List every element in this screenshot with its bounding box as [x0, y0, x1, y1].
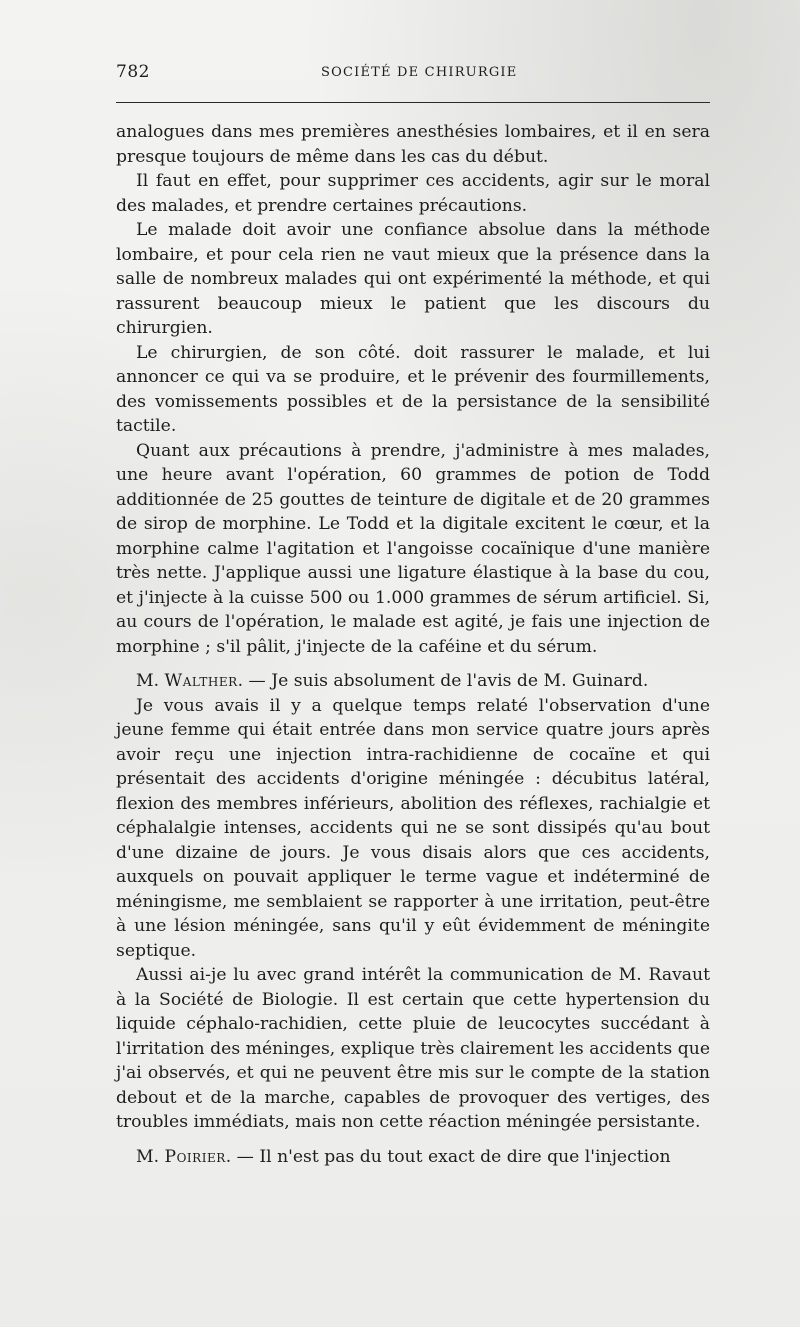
paragraph: Il faut en effet, pour supprimer ces accidents, agir sur le moral des malades, et prendre certaines précautions.	[116, 171, 710, 216]
paragraph: analogues dans mes premières anesthésies lombaires, et il en sera presque toujours de même dans les cas du début.	[116, 122, 710, 167]
journal-title: SOCIÉTÉ DE CHIRURGIE	[321, 65, 518, 80]
paragraph: Aussi ai-je lu avec grand intérêt la communication de M. Ravaut à la Société de Biologie. Il est certain que cette hypertension du liquide céphalo-rachidien, cette pluie de leucocytes succédant à l'irritation des méninges, explique très clairement les accidents que j'ai observés, et qui ne peuvent être mis sur le compte de la station debout et de la marche, capables de provoquer des vertiges, des troubles immédiats, mais non cette réaction méningée persistante.	[116, 965, 710, 1132]
paragraph: Le chirurgien, de son côté. doit rassurer le malade, et lui annoncer ce qui va se produire, et le prévenir des fourmillements, des vomissements possibles et de la persistance de la sensibilité tactile.	[116, 342, 710, 436]
speaker-statement: . — Il n'est pas du tout exact de dire que l'injection	[225, 1146, 671, 1167]
paragraph: Le malade doit avoir une confiance absolue dans la méthode lombaire, et pour cela rien ne vaut mieux que la présence dans la salle de nombreux malades qui ont expérimenté la méthode, et qui rassurent beaucoup mieux le patient que les discours du chirurgien.	[116, 220, 710, 338]
speaker-name: Walther	[164, 671, 238, 691]
speaker-prefix: M.	[136, 671, 160, 691]
header-rule	[116, 102, 710, 103]
paragraph: Quant aux précautions à prendre, j'administre à mes malades, une heure avant l'opération, 60 grammes de potion de Todd additionnée de 25 gouttes de teinture de digitale et de 20 grammes de sirop de morphine. Le Todd et la digitale excitent le cœur, et la morphine calme l'agitation et l'angoisse cocaïnique d'une manière très nette. J'applique aussi une ligature élastique à la base du cou, et j'injecte à la cuisse 500 ou 1.000 grammes de sérum artificiel. Si, au cours de l'opération, le malade est agité, je fais une injection de morphine ; s'il pâlit, j'injecte de la caféine et du sérum.	[116, 440, 710, 657]
speaker-name: Poirier	[164, 1146, 226, 1167]
speaker-paragraph-walther	[116, 669, 710, 694]
body-text	[116, 120, 710, 1169]
paragraph: Je vous avais il y a quelque temps relaté l'observation d'une jeune femme qui était entrée dans mon service quatre jours après avoir reçu une injection intra-rachidienne de cocaïne et qui présentait des accidents d'origine méningée : décubitus latéral, flexion des membres inférieurs, abolition des réflexes, rachialgie et céphalalgie intenses, accidents qui ne se sont dissipés qu'au bout d'une dizaine de jours. Je vous disais alors que ces accidents, auxquels on pouvait appliquer le terme vague et indéterminé de méningisme, me semblaient se rapporter à une irritation, peut-être à une lésion méningée, sans qu'il y eût évidemment de méningite septique.	[116, 695, 710, 961]
speaker-paragraph-poirier	[116, 1145, 710, 1170]
speaker-prefix: M.	[136, 1146, 160, 1167]
page-number: 782	[116, 62, 150, 82]
speaker-statement: . — Je suis absolument de l'avis de M. Guinard.	[237, 671, 649, 691]
running-head	[116, 62, 710, 86]
